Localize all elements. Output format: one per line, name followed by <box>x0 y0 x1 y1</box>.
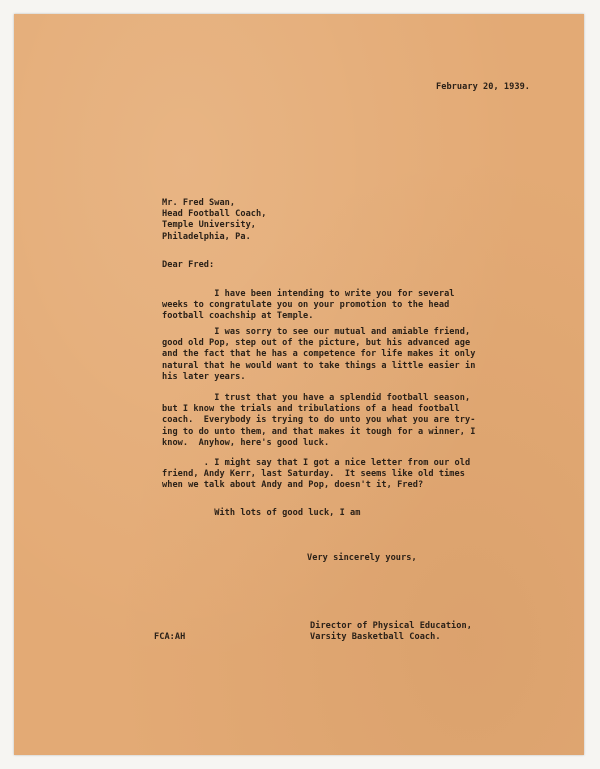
paragraph-line: I have been intending to write you for several <box>162 289 455 299</box>
paragraph-3 <box>162 393 475 449</box>
paragraph-line: football coachship at Temple. <box>162 311 314 322</box>
paragraph-line: good old Pop, step out of the picture, but his advanced age <box>162 338 471 349</box>
paragraph-line: when we talk about Andy and Pop, doesn't it, Fred? <box>162 480 424 491</box>
paragraph-line: weeks to congratulate you on your promotion to the head <box>162 300 450 311</box>
reference-initials: FCA:AH <box>154 632 186 642</box>
recipient-city: Philadelphia, Pa. <box>162 231 251 242</box>
complimentary-close: Very sincerely yours, <box>307 553 417 563</box>
paragraph-line: . I might say that I got a nice letter from our old <box>162 458 471 468</box>
signer-title-line: Director of Physical Education, <box>310 621 472 631</box>
letter-page <box>14 14 584 755</box>
paragraph-1 <box>162 289 455 323</box>
recipient-address <box>162 198 266 243</box>
letter-date: February 20, 1939. <box>436 82 531 92</box>
signer-title <box>310 621 472 643</box>
sign-off-line: With lots of good luck, I am <box>162 508 361 518</box>
paragraph-line: but I know the trials and tribulations of a head football <box>162 404 460 415</box>
recipient-institution: Temple University, <box>162 220 257 231</box>
paragraph-line: natural that he would want to take things a little easier in <box>162 360 476 371</box>
recipient-name: Mr. Fred Swan, <box>162 198 236 208</box>
paragraph-line: I was sorry to see our mutual and amiable friend, <box>162 327 471 337</box>
paragraph-4 <box>162 458 470 492</box>
paragraph-line: friend, Andy Kerr, last Saturday. It seems like old times <box>162 469 465 480</box>
signer-title-line: Varsity Basketball Coach. <box>310 632 441 643</box>
paragraph-line: I trust that you have a splendid football season, <box>162 393 471 403</box>
paragraph-line: know. Anyhow, here's good luck. <box>162 437 330 448</box>
paragraph-line: and the fact that he has a competence for life makes it only <box>162 349 476 360</box>
paragraph-line: coach. Everybody is trying to do unto you what you are try- <box>162 415 476 426</box>
paragraph-line: ing to do unto them, and that makes it tough for a winner, I <box>162 426 476 437</box>
paragraph-line: his later years. <box>162 371 246 382</box>
salutation: Dear Fred: <box>162 260 215 270</box>
recipient-position: Head Football Coach, <box>162 209 267 220</box>
paragraph-2 <box>162 327 475 383</box>
